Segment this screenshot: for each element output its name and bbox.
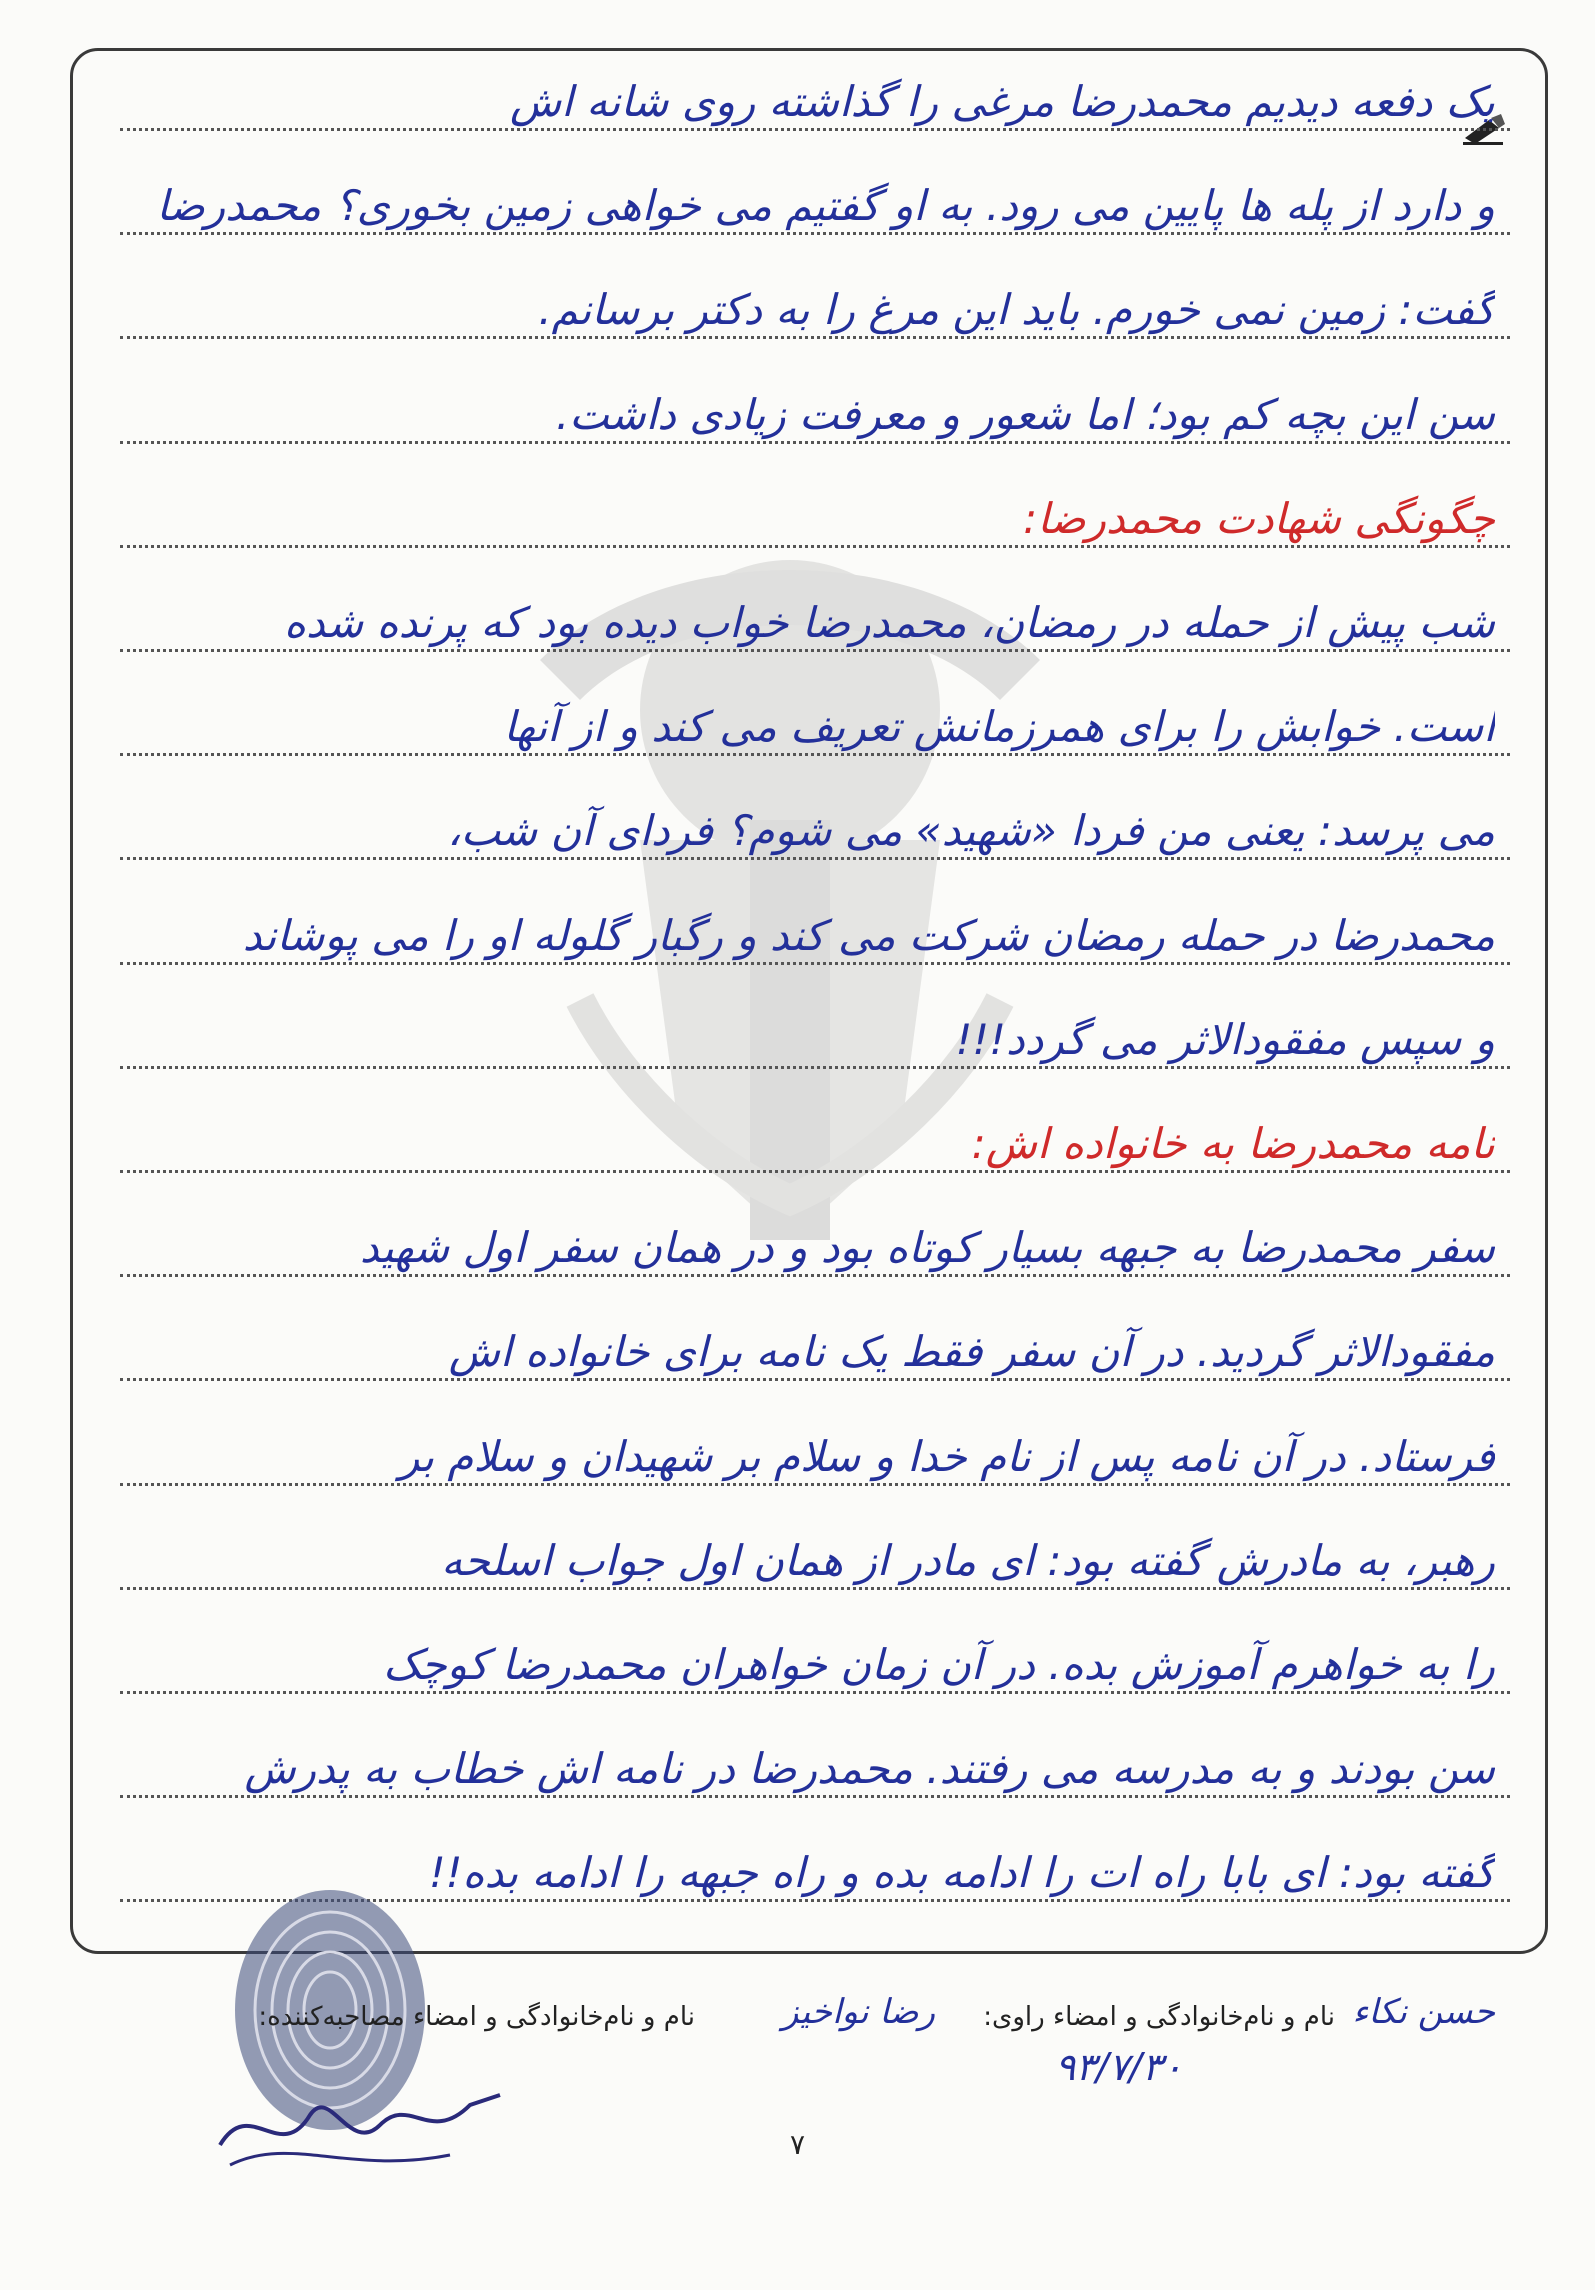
handwritten-line: سن بودند و به مدرسه می رفتند. محمدرضا در نامه اش خطاب به پدرش	[244, 1744, 1495, 1794]
handwritten-line: یک دفعه دیدیم محمدرضا مرغی را گذاشته روی شانه اش	[509, 77, 1495, 126]
section-heading: نامه محمدرضا به خانواده اش:	[971, 1119, 1495, 1168]
date-handwritten: ۹۳/۷/۳۰	[1055, 2045, 1183, 2089]
narrator-label: نام و نام‌خانوادگی و امضاء راوی:	[983, 2002, 1335, 2032]
handwritten-line: سفر محمدرضا به جبهه بسیار کوتاه بود و در همان سفر اول شهید	[359, 1223, 1495, 1273]
handwritten-line: گفت: زمین نمی خورم. باید این مرغ را به دکتر برسانم.	[538, 285, 1495, 335]
page-number: ۷	[789, 2128, 806, 2161]
handwritten-line: مفقودالاثر گردید. در آن سفر فقط یک نامه برای خانواده اش	[448, 1327, 1495, 1377]
handwritten-line: محمدرضا در حمله رمضان شرکت می کند و رگبار گلوله او را می پوشاند	[242, 910, 1495, 960]
section-heading: چگونگی شهادت محمدرضا:	[1023, 493, 1495, 543]
interviewer-signature: رضا نواخیز	[782, 1992, 935, 2032]
signature-footer	[100, 1990, 1495, 2050]
handwritten-line: سن این بچه کم بود؛ اما شعور و معرفت زیادی داشت.	[555, 389, 1495, 439]
handwritten-line: فرستاد. در آن نامه پس از نام خدا و سلام بر شهیدان و سلام بر	[399, 1431, 1495, 1481]
narrator-signature: حسن نکاء	[1352, 1992, 1495, 2032]
handwritten-line: رهبر، به مادرش گفته بود: ای مادر از همان اول جواب اسلحه	[441, 1535, 1495, 1585]
handwritten-line: است. خوابش را برای همرزمانش تعریف می کند و از آنها	[503, 702, 1495, 752]
watermark-emblem	[520, 520, 1060, 1420]
handwritten-line: می پرسد: یعنی من فردا «شهید» می شوم؟ فردای آن شب،	[447, 806, 1495, 856]
handwritten-line: و دارد از پله ها پایین می رود. به او گفتیم می خواهی زمین بخوری؟ محمدرضا	[156, 181, 1495, 231]
handwritten-line: و سپس مفقودالاثر می گردد!!!	[955, 1014, 1495, 1064]
handwritten-line: شب پیش از حمله در رمضان، محمدرضا خواب دیده بود که پرنده شده	[284, 598, 1495, 647]
handwritten-line: گفته بود: ای بابا راه ات را ادامه بده و راه جبهه را ادامه بده!!	[428, 1848, 1495, 1898]
interviewer-label: نام و نام‌خانوادگی و امضاء مصاحبه‌کننده:	[258, 2002, 695, 2032]
handwritten-line: را به خواهرم آموزش بده. در آن زمان خواهران محمدرضا کوچک	[383, 1640, 1495, 1689]
